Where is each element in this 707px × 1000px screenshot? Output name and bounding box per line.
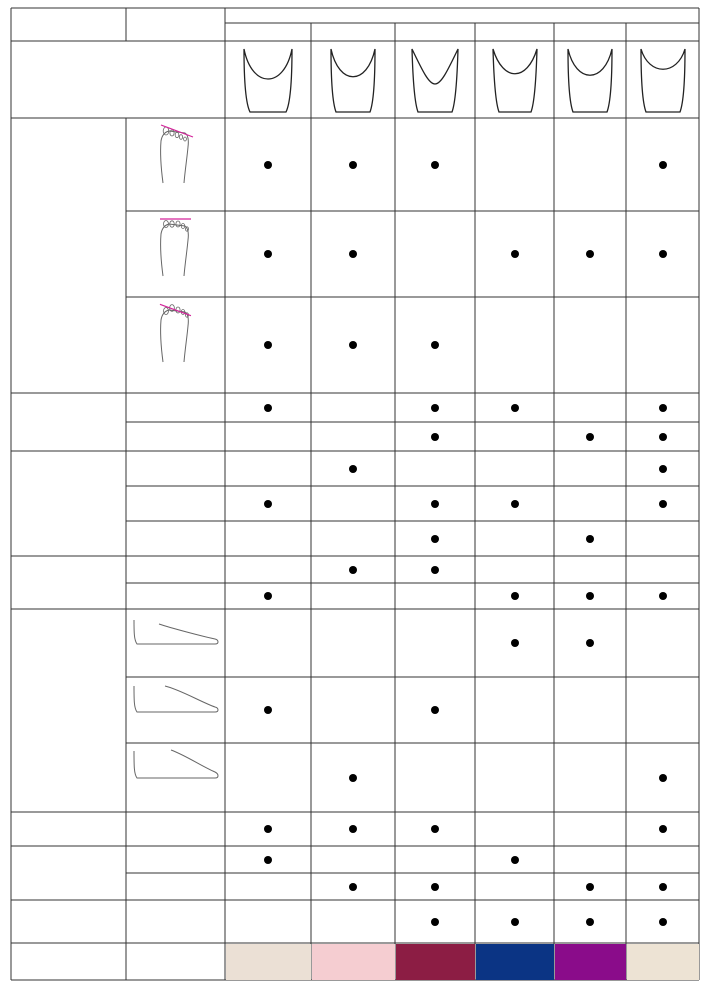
availability-dot: [431, 433, 439, 441]
box-shape-icon-6: [635, 44, 691, 116]
row-label-5: [126, 422, 225, 451]
model-name-6: [626, 23, 699, 41]
availability-dot: [264, 856, 272, 864]
row-label-11: [126, 609, 225, 677]
availability-dot: [659, 774, 667, 782]
row-label-6: [126, 451, 225, 486]
row-label-8: [126, 521, 225, 556]
availability-dot: [511, 592, 519, 600]
availability-dot: [659, 918, 667, 926]
row-label-10: [126, 583, 225, 609]
lining-color-swatch-2: [312, 944, 395, 980]
category-arch: [11, 609, 126, 812]
lining-color-swatch-1: [226, 944, 311, 980]
box-shape-icon-1: [240, 44, 296, 116]
availability-dot: [349, 566, 357, 574]
lining-color-swatch-3: [396, 944, 475, 980]
box-shape-label: [11, 41, 225, 118]
availability-dot: [264, 161, 272, 169]
availability-dot: [431, 706, 439, 714]
row-label-12: [126, 677, 225, 743]
row-label-3: [126, 297, 225, 393]
model-name-4: [475, 23, 554, 41]
availability-dot: [431, 883, 439, 891]
availability-dot: [264, 825, 272, 833]
arch-low-icon: [131, 614, 221, 648]
category-tipint: [11, 900, 126, 943]
box-shape-icon-2: [325, 44, 381, 116]
availability-dot: [511, 856, 519, 864]
availability-dot: [586, 918, 594, 926]
availability-dot: [349, 883, 357, 891]
availability-dot: [659, 465, 667, 473]
availability-dot: [431, 918, 439, 926]
availability-dot: [431, 535, 439, 543]
availability-dot: [659, 404, 667, 412]
availability-dot: [511, 404, 519, 412]
availability-dot: [659, 883, 667, 891]
availability-dot: [511, 639, 519, 647]
availability-dot: [349, 341, 357, 349]
category-plat: [11, 556, 126, 609]
availability-dot: [264, 500, 272, 508]
row-label-2: [126, 211, 225, 297]
category-vamp: [11, 451, 126, 556]
arch-high-icon: [131, 748, 221, 782]
availability-dot: [264, 706, 272, 714]
box-shape-icon-4: [487, 44, 543, 116]
foot-greek-icon: [151, 302, 201, 364]
row-label-15: [126, 846, 225, 873]
availability-dot: [349, 250, 357, 258]
box-shape-icon-5: [562, 44, 618, 116]
model-name-3: [395, 23, 475, 41]
category-tipext: [11, 846, 126, 900]
lining-color-swatch-4: [476, 944, 554, 980]
availability-dot: [586, 883, 594, 891]
availability-dot: [431, 161, 439, 169]
foot-roman-icon: [151, 216, 201, 278]
lining-color-swatch-5: [555, 944, 626, 980]
row-label-1: [126, 118, 225, 211]
availability-dot: [511, 250, 519, 258]
availability-dot: [349, 465, 357, 473]
availability-dot: [264, 404, 272, 412]
foot-egyptian-icon: [151, 123, 201, 185]
row-label-17: [126, 900, 225, 943]
availability-dot: [511, 500, 519, 508]
availability-dot: [349, 774, 357, 782]
category-lining: [11, 943, 126, 980]
category-toes: [11, 393, 126, 451]
availability-dot: [659, 592, 667, 600]
availability-dot: [511, 918, 519, 926]
availability-dot: [349, 825, 357, 833]
availability-dot: [659, 825, 667, 833]
availability-dot: [349, 161, 357, 169]
availability-dot: [659, 161, 667, 169]
model-name-5: [554, 23, 626, 41]
availability-dot: [264, 250, 272, 258]
availability-dot: [586, 250, 594, 258]
availability-dot: [431, 566, 439, 574]
availability-dot: [659, 250, 667, 258]
category-form: [11, 812, 126, 846]
availability-dot: [431, 404, 439, 412]
availability-dot: [431, 825, 439, 833]
row-label-13: [126, 743, 225, 812]
models-header-title: [225, 8, 699, 23]
availability-dot: [431, 341, 439, 349]
model-name-2: [311, 23, 395, 41]
row-label-14: [126, 812, 225, 846]
availability-dot: [431, 500, 439, 508]
lining-color-swatch-6: [627, 944, 699, 980]
row-label-4: [126, 393, 225, 422]
box-shape-icon-3: [407, 44, 463, 116]
availability-dot: [264, 341, 272, 349]
row-label-18: [126, 943, 225, 980]
availability-dot: [659, 433, 667, 441]
availability-dot: [659, 500, 667, 508]
category-foot: [11, 118, 126, 393]
row-label-7: [126, 486, 225, 521]
model-name-1: [225, 23, 311, 41]
row-label-9: [126, 556, 225, 583]
availability-dot: [586, 592, 594, 600]
availability-dot: [586, 639, 594, 647]
arch-medium-icon: [131, 682, 221, 716]
availability-dot: [586, 535, 594, 543]
availability-dot: [586, 433, 594, 441]
row-label-16: [126, 873, 225, 900]
availability-dot: [264, 592, 272, 600]
